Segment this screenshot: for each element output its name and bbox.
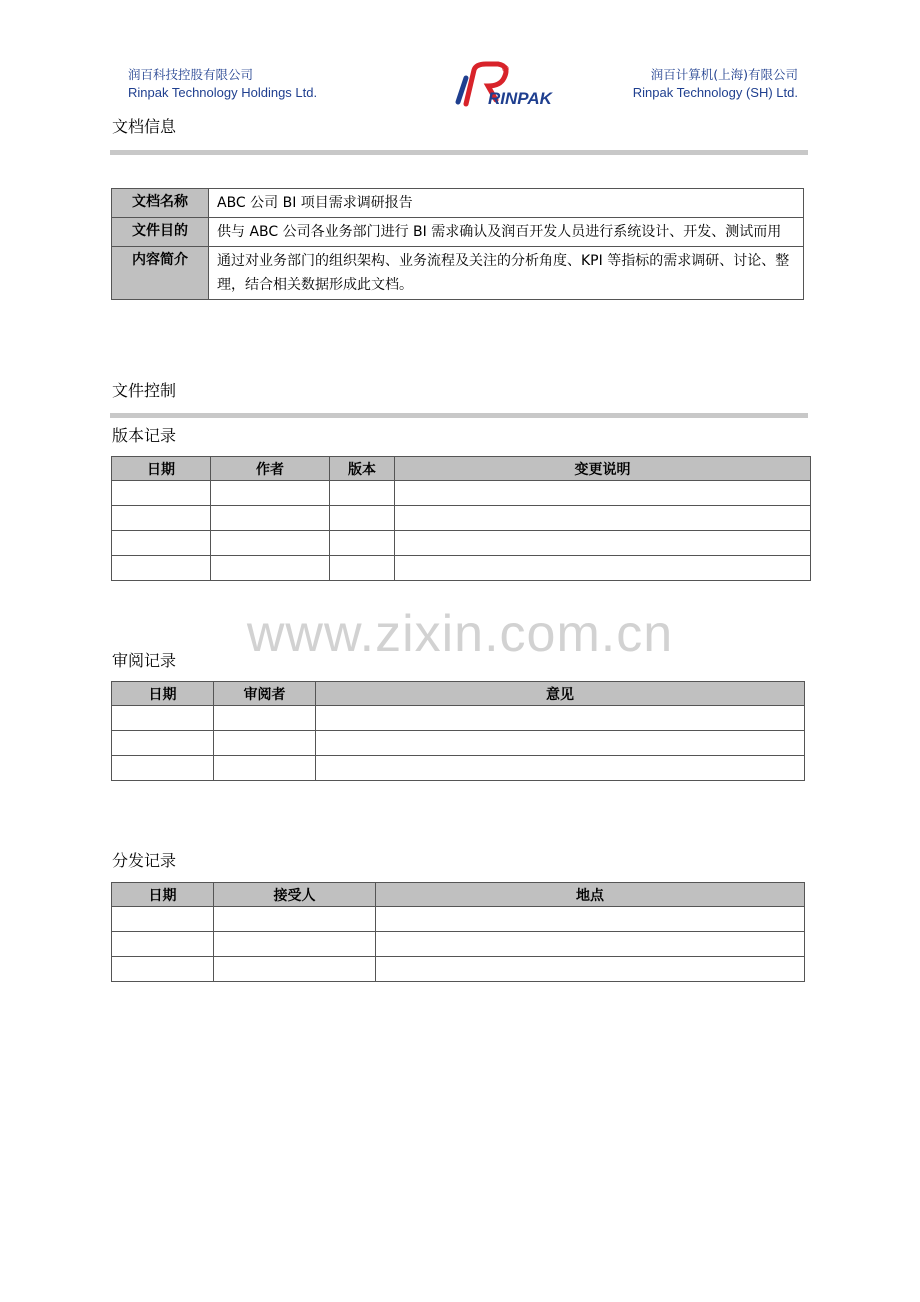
table-row xyxy=(112,247,804,300)
table-cell xyxy=(316,706,805,731)
section-title-version: 版本记录 xyxy=(112,426,177,445)
table-cell xyxy=(214,756,316,781)
table-cell xyxy=(211,531,330,556)
table-cell xyxy=(112,957,214,982)
col-header-recipient: 接受人 xyxy=(214,883,376,907)
table-cell xyxy=(211,506,330,531)
section-title-file-control: 文件控制 xyxy=(112,381,177,400)
section-divider xyxy=(110,150,808,155)
table-row xyxy=(112,556,811,581)
table-cell xyxy=(211,481,330,506)
table-header-row xyxy=(112,883,805,907)
table-cell xyxy=(112,531,211,556)
logo-wordmark: RINPAK xyxy=(488,89,552,108)
col-header-opinion: 意见 xyxy=(316,682,805,706)
rinpak-logo xyxy=(452,60,570,110)
table-cell xyxy=(112,556,211,581)
doc-name-value: ABC 公司 BI 项目需求调研报告 xyxy=(209,189,804,218)
section-title-distribution: 分发记录 xyxy=(112,851,177,870)
doc-name-label: 文档名称 xyxy=(112,189,209,218)
table-row xyxy=(112,957,805,982)
table-cell xyxy=(214,731,316,756)
table-header-row xyxy=(112,682,805,706)
table-cell xyxy=(214,706,316,731)
table-cell xyxy=(316,756,805,781)
company-left-cn: 润百科技控股有限公司 xyxy=(128,67,254,82)
table-cell xyxy=(376,957,805,982)
table-row xyxy=(112,189,804,218)
table-cell xyxy=(112,932,214,957)
table-cell xyxy=(330,556,395,581)
distribution-table xyxy=(111,882,805,982)
col-header-reviewer: 审阅者 xyxy=(214,682,316,706)
table-row xyxy=(112,932,805,957)
table-row xyxy=(112,506,811,531)
version-table xyxy=(111,456,811,581)
company-right-en: Rinpak Technology (SH) Ltd. xyxy=(632,85,798,100)
col-header-date: 日期 xyxy=(112,883,214,907)
col-header-location: 地点 xyxy=(376,883,805,907)
table-cell xyxy=(214,957,376,982)
watermark: www.zixin.com.cn xyxy=(246,605,674,663)
table-cell xyxy=(395,481,811,506)
table-cell xyxy=(395,531,811,556)
doc-purpose-value: 供与 ABC 公司各业务部门进行 BI 需求确认及润百开发人员进行系统设计、开发、测试而用 xyxy=(209,218,804,247)
section-title-doc-info: 文档信息 xyxy=(112,117,177,136)
doc-summary-value: 通过对业务部门的组织架构、业务流程及关注的分析角度、KPI 等指标的需求调研、讨论、整理，结合相关数据形成此文档。 xyxy=(209,247,804,300)
logo-registered-mark: ® xyxy=(501,65,510,75)
table-cell xyxy=(395,506,811,531)
col-header-author: 作者 xyxy=(211,457,330,481)
table-cell xyxy=(330,531,395,556)
section-title-review: 审阅记录 xyxy=(112,651,177,670)
doc-info-table xyxy=(111,188,804,300)
review-table xyxy=(111,681,805,781)
table-cell xyxy=(330,481,395,506)
col-header-change: 变更说明 xyxy=(395,457,811,481)
col-header-date: 日期 xyxy=(112,457,211,481)
table-cell xyxy=(330,506,395,531)
table-cell xyxy=(376,907,805,932)
col-header-version: 版本 xyxy=(330,457,395,481)
table-header-row xyxy=(112,457,811,481)
table-cell xyxy=(316,731,805,756)
table-cell xyxy=(112,731,214,756)
table-row xyxy=(112,756,805,781)
table-cell xyxy=(376,932,805,957)
header-left xyxy=(128,66,317,102)
col-header-date: 日期 xyxy=(112,682,214,706)
table-cell xyxy=(112,706,214,731)
doc-purpose-label: 文件目的 xyxy=(112,218,209,247)
table-row xyxy=(112,706,805,731)
table-cell xyxy=(112,506,211,531)
table-cell xyxy=(112,481,211,506)
table-cell xyxy=(395,556,811,581)
section-divider xyxy=(110,413,808,418)
header-right xyxy=(633,66,798,102)
table-cell xyxy=(214,907,376,932)
table-row xyxy=(112,481,811,506)
table-cell xyxy=(214,932,376,957)
company-left-en: Rinpak Technology Holdings Ltd. xyxy=(128,85,318,100)
doc-summary-label: 内容简介 xyxy=(112,247,209,300)
table-cell xyxy=(112,756,214,781)
company-right-cn: 润百计算机(上海)有限公司 xyxy=(650,67,798,82)
table-row xyxy=(112,218,804,247)
table-cell xyxy=(112,907,214,932)
table-row xyxy=(112,907,805,932)
table-row xyxy=(112,531,811,556)
table-row xyxy=(112,731,805,756)
table-cell xyxy=(211,556,330,581)
